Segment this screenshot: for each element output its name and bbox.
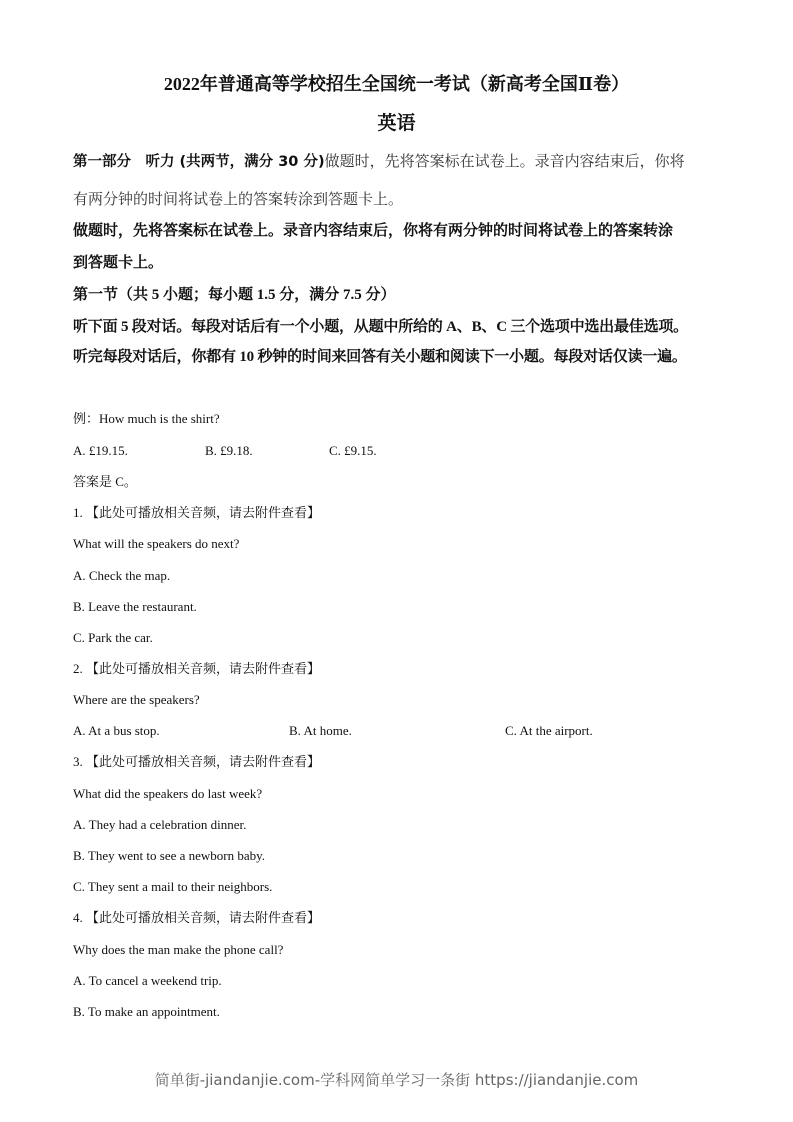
question-2-number[interactable]: 2. 【此处可播放相关音频，请去附件查看】 (73, 661, 321, 676)
question-3-text: What did the speakers do last week? (73, 786, 263, 801)
question-2-option-b: B. At home. (289, 723, 352, 738)
subject-title: 英语 (377, 113, 416, 134)
exam-title: 2022年普通高等学校招生全国统一考试（新高考全国Ⅱ卷） (163, 74, 630, 94)
part1-intro-text: 做题时，先将答案标在试卷上。录音内容结束后，你将 (324, 154, 685, 170)
example-answer: 答案是 C。 (73, 474, 137, 489)
section1-instruction: 听下面 5 段对话。每段对话后有一个小题，从题中所给的 A、B、C 三个选项中选出最佳选项。 (73, 319, 688, 335)
question-1-number[interactable]: 1. 【此处可播放相关音频，请去附件查看】 (73, 505, 321, 520)
question-4-option-b: B. To make an appointment. (73, 1004, 220, 1019)
question-2-option-c: C. At the airport. (505, 723, 593, 738)
section1-heading: 第一节（共 5 小题；每小题 1.5 分，满分 7.5 分） (73, 287, 396, 303)
question-1-option-b: B. Leave the restaurant. (73, 599, 197, 614)
part1-intro (73, 152, 685, 172)
question-1-option-c: C. Park the car. (73, 630, 153, 645)
part1-intro-cont: 有两分钟的时间将试卷上的答案转涂到答题卡上。 (73, 192, 404, 208)
question-3-number[interactable]: 3. 【此处可播放相关音频，请去附件查看】 (73, 754, 321, 769)
example-option-b: B. £9.18. (205, 443, 253, 458)
question-3-option-a: A. They had a celebration dinner. (73, 817, 247, 832)
example-question: 例：How much is the shirt? (73, 411, 220, 426)
example-option-c: C. £9.15. (329, 443, 377, 458)
question-3-option-b: B. They went to see a newborn baby. (73, 848, 266, 863)
question-1-text: What will the speakers do next? (73, 536, 240, 551)
example-option-a: A. £19.15. (73, 443, 128, 458)
bold-instruction: 做题时，先将答案标在试卷上。录音内容结束后，你将有两分钟的时间将试卷上的答案转涂 (73, 223, 674, 239)
bold-instruction-cont: 到答题卡上。 (73, 255, 164, 271)
question-2-option-a: A. At a bus stop. (73, 723, 160, 738)
part1-heading: 第一部分 听力 (共两节，满分 30 分) (73, 154, 325, 170)
footer-watermark[interactable]: 简单街-jiandanjie.com-学科网简单学习一条街 https://jiandanjie.com (154, 1071, 639, 1089)
question-2-text: Where are the speakers? (73, 692, 200, 707)
question-4-text: Why does the man make the phone call? (73, 942, 284, 957)
question-4-number[interactable]: 4. 【此处可播放相关音频，请去附件查看】 (73, 910, 321, 925)
question-4-option-a: A. To cancel a weekend trip. (73, 973, 222, 988)
section1-instruction-cont: 听完每段对话后，你都有 10 秒钟的时间来回答有关小题和阅读下一小题。每段对话仅读一遍。 (73, 349, 687, 365)
question-1-option-a: A. Check the map. (73, 568, 171, 583)
question-3-option-c: C. They sent a mail to their neighbors. (73, 879, 273, 894)
